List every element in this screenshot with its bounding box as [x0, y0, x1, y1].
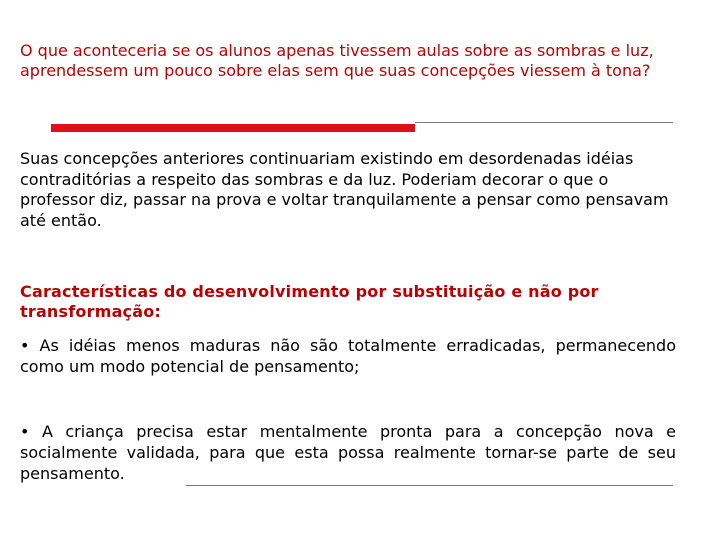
question-text: O que aconteceria se os alunos apenas tivessem aulas sobre as sombras e luz, aprendessem um pouco sobre elas sem que suas concepções viessem à tona? — [20, 41, 654, 80]
section-heading: Características do desenvolvimento por substituição e não por transformação: — [20, 282, 599, 321]
divider-red-bar — [51, 124, 415, 132]
divider-gray-line — [415, 122, 673, 123]
bottom-divider-line — [186, 485, 673, 486]
bullet-item-2: • A criança precisa estar mentalmente pronta para a concepção nova e socialmente validada, para que esta possa realmente tornar-se parte de seu pensamento. — [20, 422, 676, 483]
answer-text: Suas concepções anteriores continuariam existindo em desordenadas idéias contraditórias a respeito das sombras e da luz. Poderiam decorar o que o professor diz, passar na prova e voltar tranquilamente a pensar como pensavam até então. — [20, 149, 669, 230]
bullet-item-1: • As idéias menos maduras não são totalmente erradicadas, permanecendo como um modo potencial de pensamento; — [20, 336, 676, 376]
